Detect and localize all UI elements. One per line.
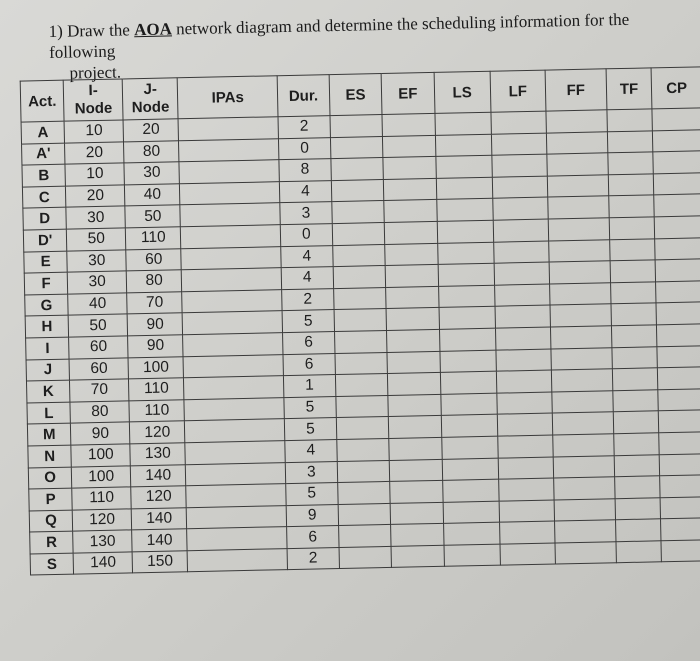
cp-cell	[659, 410, 700, 433]
ls-cell	[440, 393, 497, 416]
j-node-cell: 120	[130, 421, 186, 444]
i-node-cell: 50	[68, 314, 127, 337]
ef-cell	[388, 394, 441, 417]
cp-cell	[653, 129, 700, 152]
tf-cell	[613, 411, 659, 434]
i-node-cell: 80	[70, 401, 129, 424]
lf-cell	[500, 543, 556, 566]
cp-cell	[657, 324, 700, 347]
question-number: 1)	[48, 21, 64, 41]
ipas-cell	[187, 527, 287, 551]
lf-cell	[499, 500, 555, 523]
tf-cell	[609, 238, 655, 261]
ef-cell	[384, 221, 437, 244]
es-cell	[330, 136, 383, 159]
tf-cell	[612, 368, 658, 391]
duration-cell: 5	[286, 483, 338, 506]
activity-cell: B	[22, 164, 66, 186]
j-node-cell: 90	[128, 335, 184, 358]
es-cell	[333, 266, 386, 289]
ff-cell	[554, 520, 615, 543]
ff-cell	[547, 175, 608, 198]
es-cell	[338, 503, 391, 526]
ipas-cell	[186, 484, 286, 508]
ff-cell	[547, 153, 608, 176]
lf-cell	[492, 197, 548, 220]
i-node-cell: 10	[64, 120, 123, 143]
ef-cell	[385, 265, 438, 288]
j-node-cell: 100	[128, 356, 184, 379]
cp-cell	[655, 216, 700, 239]
es-cell	[331, 158, 384, 181]
ls-cell	[444, 544, 501, 567]
ef-cell	[389, 459, 442, 482]
ls-cell	[435, 155, 492, 178]
lf-cell	[495, 327, 551, 350]
j-node-cell: 50	[125, 205, 181, 228]
duration-cell: 5	[284, 396, 336, 419]
j-node-cell: 40	[125, 184, 181, 207]
es-cell	[334, 330, 387, 353]
duration-cell: 1	[283, 375, 335, 398]
es-cell	[334, 309, 387, 332]
ef-cell	[388, 372, 441, 395]
activity-cell: P	[29, 488, 73, 510]
lf-cell	[497, 435, 553, 458]
duration-cell: 3	[280, 202, 332, 225]
ipas-cell	[179, 160, 279, 184]
activity-cell: C	[22, 186, 66, 208]
ef-cell	[385, 243, 438, 266]
activity-cell: R	[30, 531, 74, 553]
j-node-cell: 30	[124, 162, 180, 185]
ipas-cell	[181, 246, 281, 270]
tf-cell	[614, 454, 660, 477]
scheduling-table	[20, 66, 700, 576]
i-node-cell: 90	[71, 422, 130, 445]
es-cell	[331, 179, 384, 202]
cp-cell	[658, 367, 700, 390]
tf-cell	[612, 390, 658, 413]
ff-cell	[549, 261, 610, 284]
header-cp: CP	[651, 67, 700, 109]
activity-cell: J	[26, 359, 70, 381]
j-node-cell: 110	[129, 399, 185, 422]
tf-cell	[610, 282, 656, 305]
duration-cell: 5	[284, 418, 336, 441]
duration-cell: 8	[279, 159, 331, 182]
duration-cell: 2	[282, 288, 334, 311]
tf-cell	[608, 152, 654, 175]
activity-cell: G	[25, 294, 69, 316]
activity-cell: I	[26, 337, 70, 359]
header-ff: FF	[545, 69, 607, 111]
activity-cell: H	[25, 315, 69, 337]
ls-cell	[439, 328, 496, 351]
ef-cell	[386, 308, 439, 331]
cp-cell	[657, 345, 700, 368]
cp-cell	[654, 173, 700, 196]
cp-cell	[661, 540, 700, 563]
header-j-node: J- Node	[122, 78, 178, 120]
es-cell	[332, 201, 385, 224]
j-node-cell: 130	[130, 443, 186, 466]
lf-cell	[493, 241, 549, 264]
ef-cell	[384, 200, 437, 223]
ff-cell	[549, 283, 610, 306]
cp-cell	[656, 281, 700, 304]
ls-cell	[436, 177, 493, 200]
ef-cell	[389, 416, 442, 439]
lf-cell	[494, 262, 550, 285]
i-node-cell: 130	[73, 530, 132, 553]
duration-cell: 4	[281, 245, 333, 268]
j-node-cell: 90	[127, 313, 183, 336]
header-es: ES	[329, 74, 382, 116]
tf-cell	[608, 195, 654, 218]
ff-cell	[550, 304, 611, 327]
cp-cell	[652, 108, 700, 131]
ff-cell	[551, 347, 612, 370]
ls-cell	[436, 199, 493, 222]
ff-cell	[551, 369, 612, 392]
cp-cell	[656, 302, 700, 325]
j-node-cell: 110	[126, 227, 182, 250]
lf-cell	[498, 457, 554, 480]
i-node-cell: 10	[65, 163, 124, 186]
ipas-cell	[182, 268, 282, 292]
j-node-cell: 140	[131, 507, 187, 530]
tf-cell	[616, 541, 662, 564]
cp-cell	[659, 432, 700, 455]
header-ls: LS	[434, 71, 491, 113]
ef-cell	[390, 480, 443, 503]
ls-cell	[438, 263, 495, 286]
lf-cell	[491, 133, 547, 156]
ipas-cell	[185, 419, 285, 443]
i-node-cell: 100	[71, 444, 130, 467]
es-cell	[337, 438, 390, 461]
tf-cell	[612, 346, 658, 369]
activity-cell: D	[23, 208, 67, 230]
duration-cell: 6	[282, 332, 334, 355]
es-cell	[338, 525, 391, 548]
es-cell	[335, 374, 388, 397]
activity-cell: M	[27, 423, 71, 445]
ipas-cell	[187, 548, 287, 572]
ef-cell	[387, 351, 440, 374]
i-node-cell: 100	[72, 465, 131, 488]
i-node-cell: 40	[68, 293, 127, 316]
es-cell	[337, 460, 390, 483]
es-cell	[336, 417, 389, 440]
activity-cell: L	[27, 402, 71, 424]
duration-cell: 4	[279, 180, 331, 203]
lf-cell	[497, 413, 553, 436]
duration-cell: 9	[286, 504, 338, 527]
ipas-cell	[185, 441, 285, 465]
i-node-cell: 50	[67, 228, 126, 251]
header-i-node: I- Node	[63, 79, 123, 121]
ff-cell	[552, 412, 613, 435]
j-node-cell: 110	[129, 378, 185, 401]
ipas-cell	[182, 289, 282, 313]
es-cell	[333, 244, 386, 267]
tf-cell	[607, 130, 653, 153]
ipas-cell	[186, 462, 286, 486]
ipas-cell	[181, 225, 281, 249]
tf-cell	[609, 217, 655, 240]
ef-cell	[391, 524, 444, 547]
ff-cell	[548, 239, 609, 262]
lf-cell	[496, 349, 552, 372]
lf-cell	[494, 284, 550, 307]
j-node-cell: 60	[126, 248, 182, 271]
activity-cell: F	[24, 272, 68, 294]
ef-cell	[387, 329, 440, 352]
duration-cell: 0	[278, 137, 330, 160]
lf-cell	[491, 111, 547, 134]
ef-cell	[391, 545, 444, 568]
cp-cell	[659, 453, 700, 476]
question-text-after: network diagram and determine the scheduling information for the following	[48, 9, 630, 62]
ls-cell	[443, 501, 500, 524]
header-ipas: IPAs	[178, 76, 278, 119]
header-tf: TF	[606, 68, 652, 110]
lf-cell	[492, 176, 548, 199]
tf-cell	[613, 433, 659, 456]
ls-cell	[435, 134, 492, 157]
ff-cell	[552, 390, 613, 413]
ff-cell	[550, 326, 611, 349]
i-node-cell: 30	[67, 271, 126, 294]
j-node-cell: 80	[124, 140, 180, 163]
lf-cell	[497, 392, 553, 415]
ipas-cell	[183, 354, 283, 378]
ff-cell	[546, 110, 607, 133]
i-node-cell: 30	[67, 249, 126, 272]
j-node-cell: 70	[127, 292, 183, 315]
tf-cell	[614, 476, 660, 499]
duration-cell: 5	[282, 310, 334, 333]
j-node-cell: 140	[132, 529, 188, 552]
activity-cell: A	[21, 121, 65, 143]
header-ef: EF	[381, 72, 434, 114]
activity-cell: A'	[22, 143, 66, 165]
duration-cell: 0	[280, 224, 332, 247]
activity-cell: D'	[23, 229, 67, 251]
cp-cell	[655, 237, 700, 260]
activity-cell: E	[24, 251, 68, 273]
ff-cell	[548, 218, 609, 241]
duration-cell: 4	[281, 267, 333, 290]
cp-cell	[655, 259, 700, 282]
ls-cell	[439, 307, 496, 330]
activity-cell: S	[30, 553, 74, 575]
ef-cell	[383, 157, 436, 180]
ipas-cell	[179, 138, 279, 162]
activity-cell: N	[28, 445, 72, 467]
ff-cell	[554, 498, 615, 521]
cp-cell	[653, 151, 700, 174]
ef-cell	[383, 135, 436, 158]
es-cell	[335, 352, 388, 375]
cp-cell	[654, 194, 700, 217]
ls-cell	[442, 479, 499, 502]
ef-cell	[384, 178, 437, 201]
activity-cell: O	[28, 467, 72, 489]
duration-cell: 4	[285, 439, 337, 462]
j-node-cell: 150	[132, 551, 188, 574]
lf-cell	[499, 521, 555, 544]
duration-cell: 2	[278, 116, 330, 139]
ff-cell	[548, 196, 609, 219]
question-emphasis: AOA	[133, 19, 173, 40]
i-node-cell: 120	[72, 509, 131, 532]
ls-cell	[437, 242, 494, 265]
duration-cell: 6	[283, 353, 335, 376]
header-act: Act.	[20, 80, 64, 122]
i-node-cell: 70	[70, 379, 129, 402]
es-cell	[330, 115, 383, 138]
cp-cell	[660, 496, 700, 519]
tf-cell	[607, 109, 653, 132]
i-node-cell: 30	[66, 206, 125, 229]
cp-cell	[660, 475, 700, 498]
ipas-cell	[180, 181, 280, 205]
i-node-cell: 140	[73, 552, 132, 575]
header-dur: Dur.	[277, 75, 330, 117]
ls-cell	[442, 458, 499, 481]
tf-cell	[611, 303, 657, 326]
i-node-cell: 60	[69, 336, 128, 359]
j-node-cell: 140	[130, 464, 186, 487]
es-cell	[336, 395, 389, 418]
ipas-cell	[178, 117, 278, 141]
duration-cell: 6	[287, 526, 339, 549]
i-node-cell: 20	[66, 185, 125, 208]
ipas-cell	[182, 311, 282, 335]
i-node-cell: 110	[72, 487, 131, 510]
duration-cell: 2	[287, 547, 339, 570]
ls-cell	[437, 220, 494, 243]
tf-cell	[615, 519, 661, 542]
ipas-cell	[184, 376, 284, 400]
es-cell	[339, 546, 392, 569]
ff-cell	[555, 542, 616, 565]
question-line2: project.	[69, 62, 122, 83]
ls-cell	[439, 350, 496, 373]
ls-cell	[440, 371, 497, 394]
question-text-before: Draw the	[66, 20, 131, 41]
ff-cell	[553, 434, 614, 457]
ls-cell	[438, 285, 495, 308]
lf-cell	[493, 219, 549, 242]
ls-cell	[443, 522, 500, 545]
lf-cell	[492, 154, 548, 177]
i-node-cell: 20	[65, 142, 124, 165]
activity-cell: K	[26, 380, 70, 402]
i-node-cell: 60	[69, 357, 128, 380]
es-cell	[332, 222, 385, 245]
duration-cell: 3	[285, 461, 337, 484]
tf-cell	[611, 325, 657, 348]
lf-cell	[496, 370, 552, 393]
tf-cell	[615, 497, 661, 520]
activity-cell: Q	[29, 510, 73, 532]
lf-cell	[498, 478, 554, 501]
lf-cell	[495, 305, 551, 328]
ipas-cell	[183, 333, 283, 357]
ipas-cell	[187, 505, 287, 529]
ef-cell	[389, 437, 442, 460]
tf-cell	[610, 260, 656, 283]
ls-cell	[435, 112, 492, 135]
ff-cell	[553, 455, 614, 478]
es-cell	[333, 287, 386, 310]
j-node-cell: 20	[123, 119, 179, 142]
es-cell	[337, 482, 390, 505]
header-lf: LF	[490, 70, 546, 112]
cp-cell	[661, 518, 700, 541]
ef-cell	[386, 286, 439, 309]
ls-cell	[441, 436, 498, 459]
ipas-cell	[180, 203, 280, 227]
ff-cell	[546, 131, 607, 154]
ipas-cell	[184, 397, 284, 421]
tf-cell	[608, 174, 654, 197]
ef-cell	[382, 113, 435, 136]
ls-cell	[441, 414, 498, 437]
j-node-cell: 120	[131, 486, 187, 509]
ff-cell	[553, 477, 614, 500]
ef-cell	[390, 502, 443, 525]
cp-cell	[658, 388, 700, 411]
j-node-cell: 80	[126, 270, 182, 293]
